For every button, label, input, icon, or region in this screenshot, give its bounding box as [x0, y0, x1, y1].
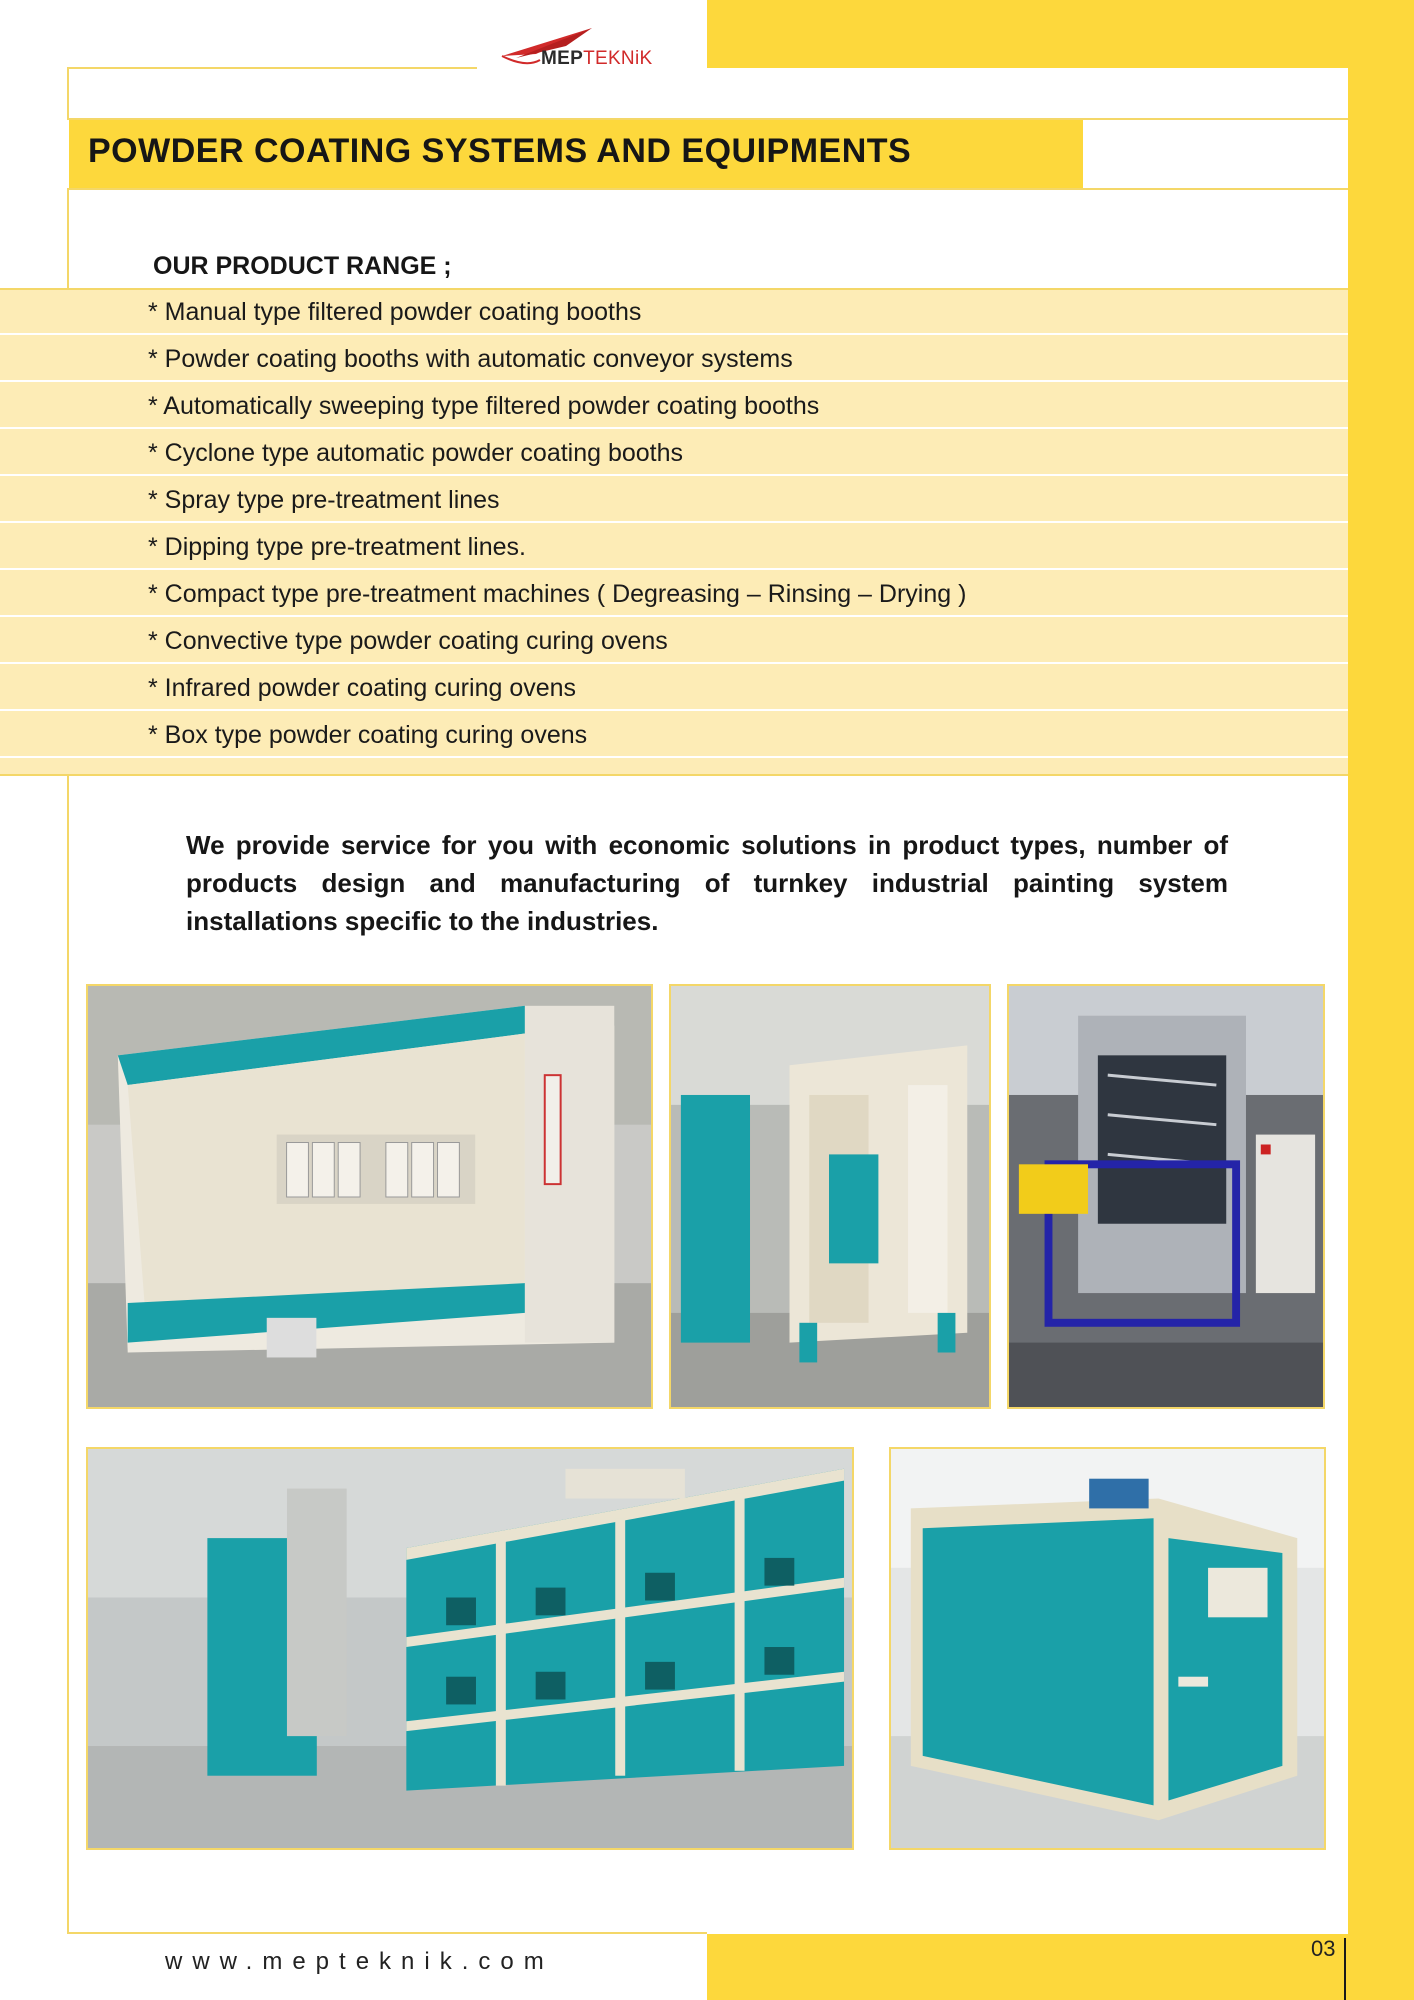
brand-logo-rest: TEKNiK: [583, 48, 653, 69]
frame-line-bottom: [67, 1932, 707, 1934]
product-list: [0, 290, 1348, 774]
photo-manual-booth: [86, 984, 653, 1409]
bottom-right-yellow-band: [707, 1934, 1414, 2000]
list-item: * Spray type pre-treatment lines: [0, 478, 1348, 523]
list-item: * Infrared powder coating curing ovens: [0, 666, 1348, 711]
product-range-heading: OUR PRODUCT RANGE ;: [153, 252, 452, 280]
brand-logo-bold: MEP: [541, 48, 584, 69]
product-list-bottom-rule: [0, 774, 1348, 776]
service-statement: We provide service for you with economic solutions in product types, number of products design and manufacturing of turnkey industrial painting system installations specific to the industries.: [186, 830, 1228, 936]
photo-conveyor-booth: [669, 984, 991, 1409]
right-yellow-band: [1348, 0, 1414, 2000]
page-number-rule: [1344, 1938, 1346, 2000]
list-item: * Dipping type pre-treatment lines.: [0, 525, 1348, 570]
list-item: * Compact type pre-treatment machines ( Degreasing – Rinsing – Drying ): [0, 572, 1348, 617]
photo-box-oven: [889, 1447, 1326, 1850]
top-right-yellow-band: [707, 0, 1414, 68]
frame-line-top: [67, 67, 477, 69]
list-item: * Powder coating booths with automatic conveyor systems: [0, 337, 1348, 382]
list-item: * Cyclone type automatic powder coating booths: [0, 431, 1348, 476]
list-item: * Convective type powder coating curing ovens: [0, 619, 1348, 664]
list-item: * Manual type filtered powder coating booths: [0, 290, 1348, 335]
list-item: * Automatically sweeping type filtered powder coating booths: [0, 384, 1348, 429]
page-number: 03: [1311, 1936, 1336, 1961]
website-url: www.mepteknik.com: [165, 1948, 554, 1975]
list-item: * Box type powder coating curing ovens: [0, 713, 1348, 758]
photo-pretreatment-machine: [1007, 984, 1325, 1409]
brand-logo: [541, 48, 652, 70]
photo-convective-oven: [86, 1447, 854, 1850]
page-title: POWDER COATING SYSTEMS AND EQUIPMENTS: [88, 132, 912, 170]
